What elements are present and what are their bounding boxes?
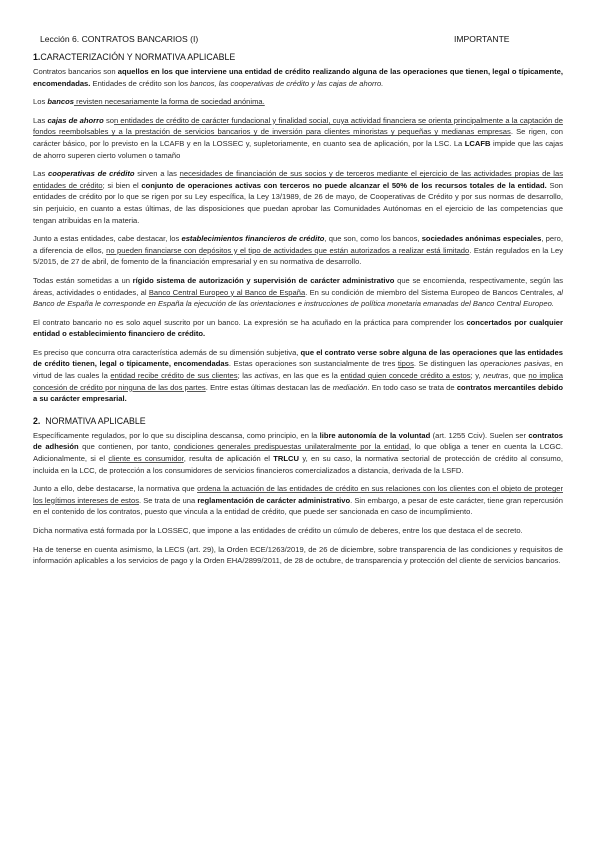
italic-text: neutras (483, 371, 509, 381)
text-run: Entidades de crédito son los (90, 78, 191, 88)
bold-text: contratos de adhesión (33, 430, 564, 452)
bold-text: concertados por cualquier entidad o establecimiento financiero de crédito. (33, 317, 563, 339)
text-run: Los (33, 97, 48, 107)
bold-italic-text: establecimientos financieros de crédito (181, 234, 325, 244)
text-run: Son entidades de crédito por lo que se rigen por su Ley específica, la Ley 13/1989, de 26 de mayo, de Cooperativas de Crédito y por sus normas de desarrollo, sin perjuicio, en cuanto a estas últimas, de las disposiciones que puedan aprobar las Comunidades Autónomas en el ejercicio de las competencias que tengan atribuidas en la materia. (33, 180, 563, 225)
underlined-text: Banco Central Europeo y al Banco de España (148, 287, 306, 297)
text-run: , que (508, 371, 529, 381)
bold-italic-text: cooperativas de crédito (47, 169, 135, 179)
paragraph-operaciones (33, 347, 563, 405)
section-number: 2. (33, 415, 41, 426)
important-tag: IMPORTANTE (454, 34, 510, 44)
paragraph-contrato-bancario (33, 317, 563, 340)
underlined-text: no implica concesión de crédito por ninguna de las dos partes (33, 371, 564, 392)
section-title: NORMATIVA APLICABLE (45, 415, 146, 426)
text-run: , lo que obliga a tener en cuenta la LCGC. Adicionalmente, si el (33, 442, 563, 464)
text-run: Contratos bancarios son (33, 67, 118, 76)
italic-text: mediación (332, 382, 368, 392)
italic-text: activas (254, 371, 279, 381)
text-run: ; si bien el (102, 180, 142, 190)
text-run: Junto a estas entidades, cabe destacar, los (33, 234, 182, 244)
bold-text: aquellos en los que interviene una entidad de crédito realizando alguna de las operaciones que tienen, legal o típicamente, encomendadas. (33, 67, 564, 88)
text-run: . Sin embargo, a pesar de este carácter, tiene gran repercusión en el contenido de los contratos, puesto que vincula a la entidad de crédito, que puede ser sancionada en caso de incumplimiento. (33, 495, 564, 517)
paragraph-cooperativas (33, 168, 563, 226)
section-title: CARACTERIZACIÓN Y NORMATIVA APLICABLE (40, 52, 236, 62)
text-run: , en las que es la (278, 371, 341, 381)
text-run: que contienen, por tanto, (78, 442, 174, 452)
text-run: , en virtud de las cuales la (33, 359, 563, 381)
bold-text: reglamentación de carácter administrativo (197, 495, 351, 505)
paragraph-lossec (33, 525, 563, 537)
italic-text: operaciones pasivas (480, 359, 550, 369)
text-run: , resulta de aplicación el (183, 454, 274, 464)
text-run: . Se distinguen las (413, 359, 481, 369)
italic-text: bancos, las cooperativas de crédito y las cajas de ahorro. (190, 78, 384, 88)
underlined-text: no pueden financiarse con depósitos y el tipo de actividades que están autorizados a realizar está limitado (106, 245, 470, 255)
text-run: . Se trata de una (139, 495, 198, 505)
text-run: ; y, (470, 371, 484, 381)
paragraph-regulacion (33, 430, 563, 476)
text-run: . Se rigen, con carácter básico, por lo previsto en la LCAFB y en la LOSSEC y, supletoriamente, en cuanto sea de aplicación, por la LSC. La (33, 127, 563, 148)
text-run: so (103, 115, 114, 125)
text-run: , pero, a diferencia de ellos, (33, 234, 563, 255)
bold-italic-text: bancos (47, 97, 74, 107)
underlined-text: revisten necesariamente la forma de sociedad anónima. (73, 97, 265, 107)
paragraph-supervision (33, 275, 563, 310)
page-header (40, 34, 556, 48)
underlined-text: tipos (397, 359, 414, 369)
section-number: 1. (33, 52, 41, 62)
underlined-text: entidad recibe crédito de sus clientes (110, 371, 238, 381)
paragraph-bancos (33, 96, 563, 108)
text-run: . Están regulados en la Ley 5/2015, de 27 de abril, de fomento de la financiación empresarial y en su normativa de desarrollo. (33, 245, 564, 267)
paragraph-establecimientos (33, 233, 563, 268)
italic-text: al Banco de España le corresponde en España la ejecución de las orientaciones e instrucciones de política monetaria emanadas del Banco Central Europeo. (33, 287, 563, 309)
underlined-text: necesidades de financiación de sus socios y de terceros mediante el ejercicio de las actividades propias de las entidades de crédito (33, 169, 563, 190)
paragraph-definition (33, 66, 563, 89)
bold-text: libre autonomía de la voluntad (319, 430, 431, 440)
underlined-text: cliente es consumidor (108, 454, 184, 464)
text-run: y, en su caso, la normativa sectorial de protección de crédito al consumo, incluida en la LCC, de protección a los consumidores de servicios financieros comercializados a distancia, derivada de la LSFD. (33, 454, 563, 475)
text-run: . En su condición de miembro del Sistema Europeo de Bancos Centrales, (305, 287, 558, 297)
text-run: sirven a las (134, 169, 180, 179)
bold-text: conjunto de operaciones activas con terceros no puede alcanzar el 50% de los recursos totales de la entidad. (141, 180, 547, 190)
text-run: (art. 1255 Cciv). Suelen ser (430, 430, 529, 440)
document-body (33, 52, 563, 574)
bold-text: TRLCU (273, 454, 300, 464)
text-run: El contrato bancario no es solo aquel suscrito por un banco. La expresión se ha acuñado en la práctica para comprender los (33, 317, 467, 327)
text-run: Es preciso que concurra otra característica además de su dimensión subjetiva, (33, 347, 301, 357)
paragraph-lecs (33, 544, 563, 567)
section-heading-2 (33, 416, 563, 426)
text-run: Las (33, 115, 48, 125)
text-run: Ha de tenerse en cuenta asimismo, la LECS (art. 29), la Orden ECE/1263/2019, de 26 de diciembre, sobre transparencia de las condiciones y requisitos de información aplicables a los servicios de pago y la Orden EHA/2899/2011, de 28 de octubre, de transparencia y protección del cliente de servicios bancarios. (33, 544, 563, 566)
underlined-text: n entidades de crédito de carácter fundacional y finalidad social, cuya actividad financiera se orienta principalmente a la captación de fondos reembolsables y a la prestación de servicios bancarios y de inversión para clientes minoristas y pequeñas y medianas empresas (33, 115, 563, 137)
paragraph-cajas (33, 115, 563, 161)
section-heading-1 (33, 52, 563, 62)
text-run: . Entre estas últimas destacan las de (205, 382, 333, 392)
underlined-text: entidad quien concede crédito a estos (340, 371, 471, 381)
text-run: Dicha normativa está formada por la LOSSEC, que impone a las entidades de crédito un cúmulo de deberes, entre los que destaca el de secreto. (33, 526, 523, 535)
lesson-title: Lección 6. CONTRATOS BANCARIOS (I) (40, 34, 199, 44)
bold-text: LCAFB (464, 138, 491, 148)
underlined-text: ordena la actuación de las entidades de crédito en sus relaciones con los clientes con el objeto de proteger los legítimos intereses de estos (33, 484, 563, 505)
bold-text: sociedades anónimas especiales (421, 234, 542, 244)
paragraph-normativa-administrativa (33, 483, 563, 518)
text-run: que se encomienda, respectivamente, según las áreas, actividades o entidades, al (33, 275, 563, 297)
text-run: Las (33, 169, 48, 179)
text-run: Todas están sometidas a un (33, 275, 133, 285)
bold-italic-text: cajas de ahorro (47, 115, 104, 125)
text-run: Junto a ello, debe destacarse, la normativa que (33, 484, 198, 494)
bold-text: que el contrato verse sobre alguna de las operaciones que las entidades de crédito tienen, legal o típicamente, encomendadas (33, 347, 563, 369)
text-run: , que son, como los bancos, (324, 234, 422, 244)
text-run: . Estas operaciones son sustancialmente de tres (228, 359, 398, 369)
text-run: Específicamente regulados, por lo que su disciplina descansa, como principio, en la (33, 430, 320, 440)
bold-text: rígido sistema de autorización y supervisión de carácter administrativo (132, 275, 395, 285)
text-run: . En todo caso se trata de (367, 382, 457, 392)
text-run: ; las (237, 371, 255, 381)
bold-text: contratos mercantiles debido a su carácter empresarial. (33, 382, 563, 404)
text-run: impide que las cajas de ahorro superen cierto volumen o tamaño (33, 138, 563, 160)
underlined-text: condiciones generales predispuestas unilateralmente por la entidad (173, 442, 409, 452)
